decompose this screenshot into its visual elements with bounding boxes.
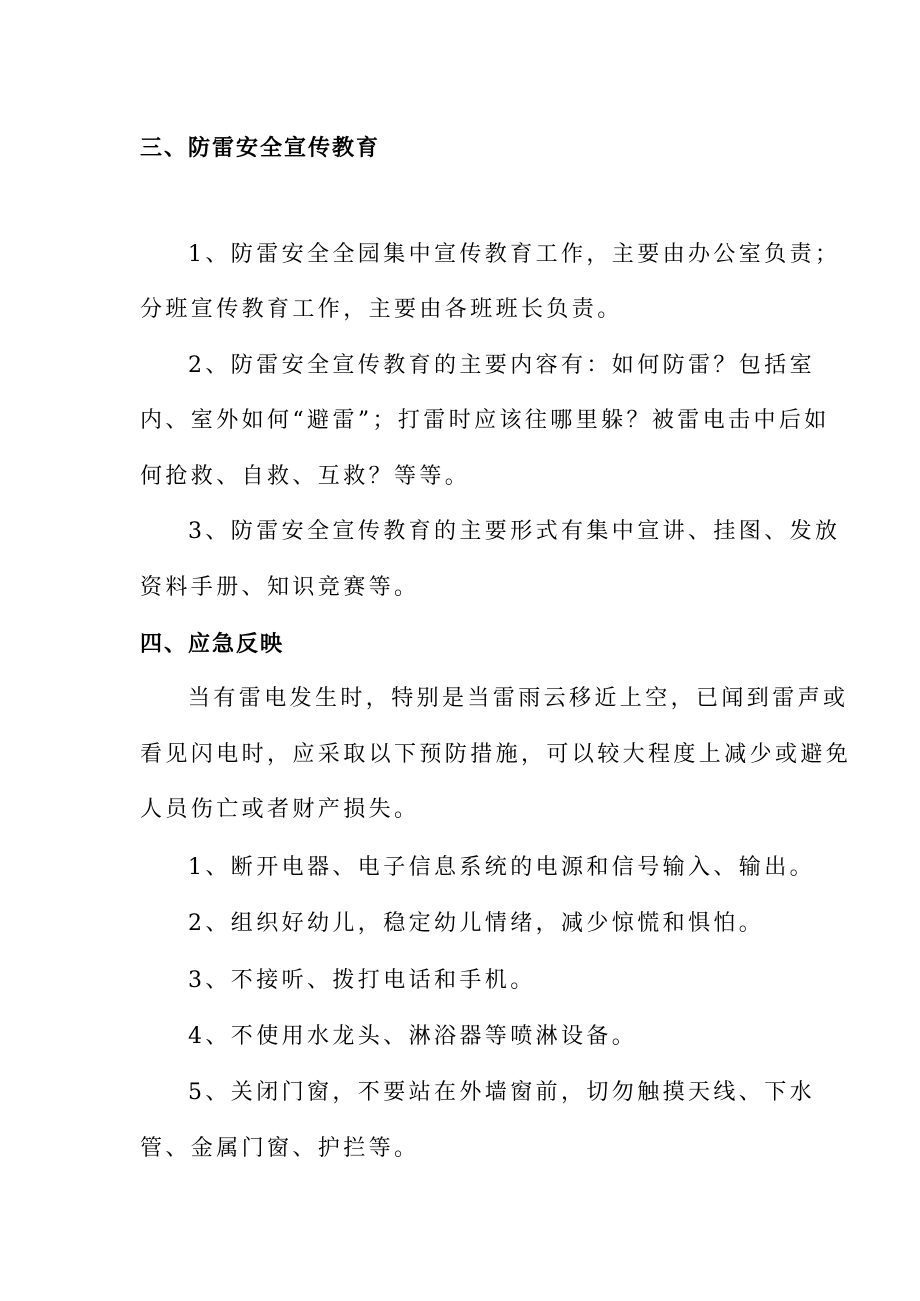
s4-item-2: 2、组织好幼儿，稳定幼儿情绪，减少惊慌和惧怕。 [188, 911, 765, 936]
s4-item-4: 4、不使用水龙头、淋浴器等喷淋设备。 [188, 1024, 638, 1049]
s3-item-2-line-1: 2、防雷安全宣传教育的主要内容有：如何防雷？包括室 [188, 353, 815, 378]
s3-item-1-line-2: 分班宣传教育工作，主要由各班班长负责。 [140, 297, 623, 322]
s3-item-2-line-2: 内、室外如何“避雷”；打雷时应该往哪里躲？被雷电击中后如 [140, 408, 830, 433]
s4-intro-line-3: 人员伤亡或者财产损失。 [140, 797, 420, 822]
s3-item-3-line-1: 3、防雷安全宣传教育的主要形式有集中宣讲、挂图、发放 [188, 519, 841, 544]
section-4-heading: 四、应急反映 [140, 631, 285, 657]
s4-intro-line-2: 看见闪电时，应采取以下预防措施，可以较大程度上减少或避免 [140, 742, 852, 767]
s3-item-2-line-3: 何抢救、自救、互救？等等。 [140, 464, 471, 489]
s3-item-1-line-1: 1、防雷安全全园集中宣传教育工作，主要由办公室负责； [188, 242, 841, 267]
s4-item-3: 3、不接听、拨打电话和手机。 [188, 968, 536, 993]
s3-item-3-line-2: 资料手册、知识竞赛等。 [140, 575, 420, 600]
s4-item-5-line-1: 5、关闭门窗，不要站在外墙窗前，切勿触摸天线、下水 [188, 1080, 815, 1105]
s4-item-1: 1、断开电器、电子信息系统的电源和信号输入、输出。 [188, 855, 815, 880]
s4-item-5-line-2: 管、金属门窗、护拦等。 [140, 1136, 420, 1161]
section-3-heading: 三、防雷安全宣传教育 [140, 135, 381, 161]
s4-intro-line-1: 当有雷电发生时，特别是当雷雨云移近上空，已闻到雷声或 [188, 686, 849, 711]
